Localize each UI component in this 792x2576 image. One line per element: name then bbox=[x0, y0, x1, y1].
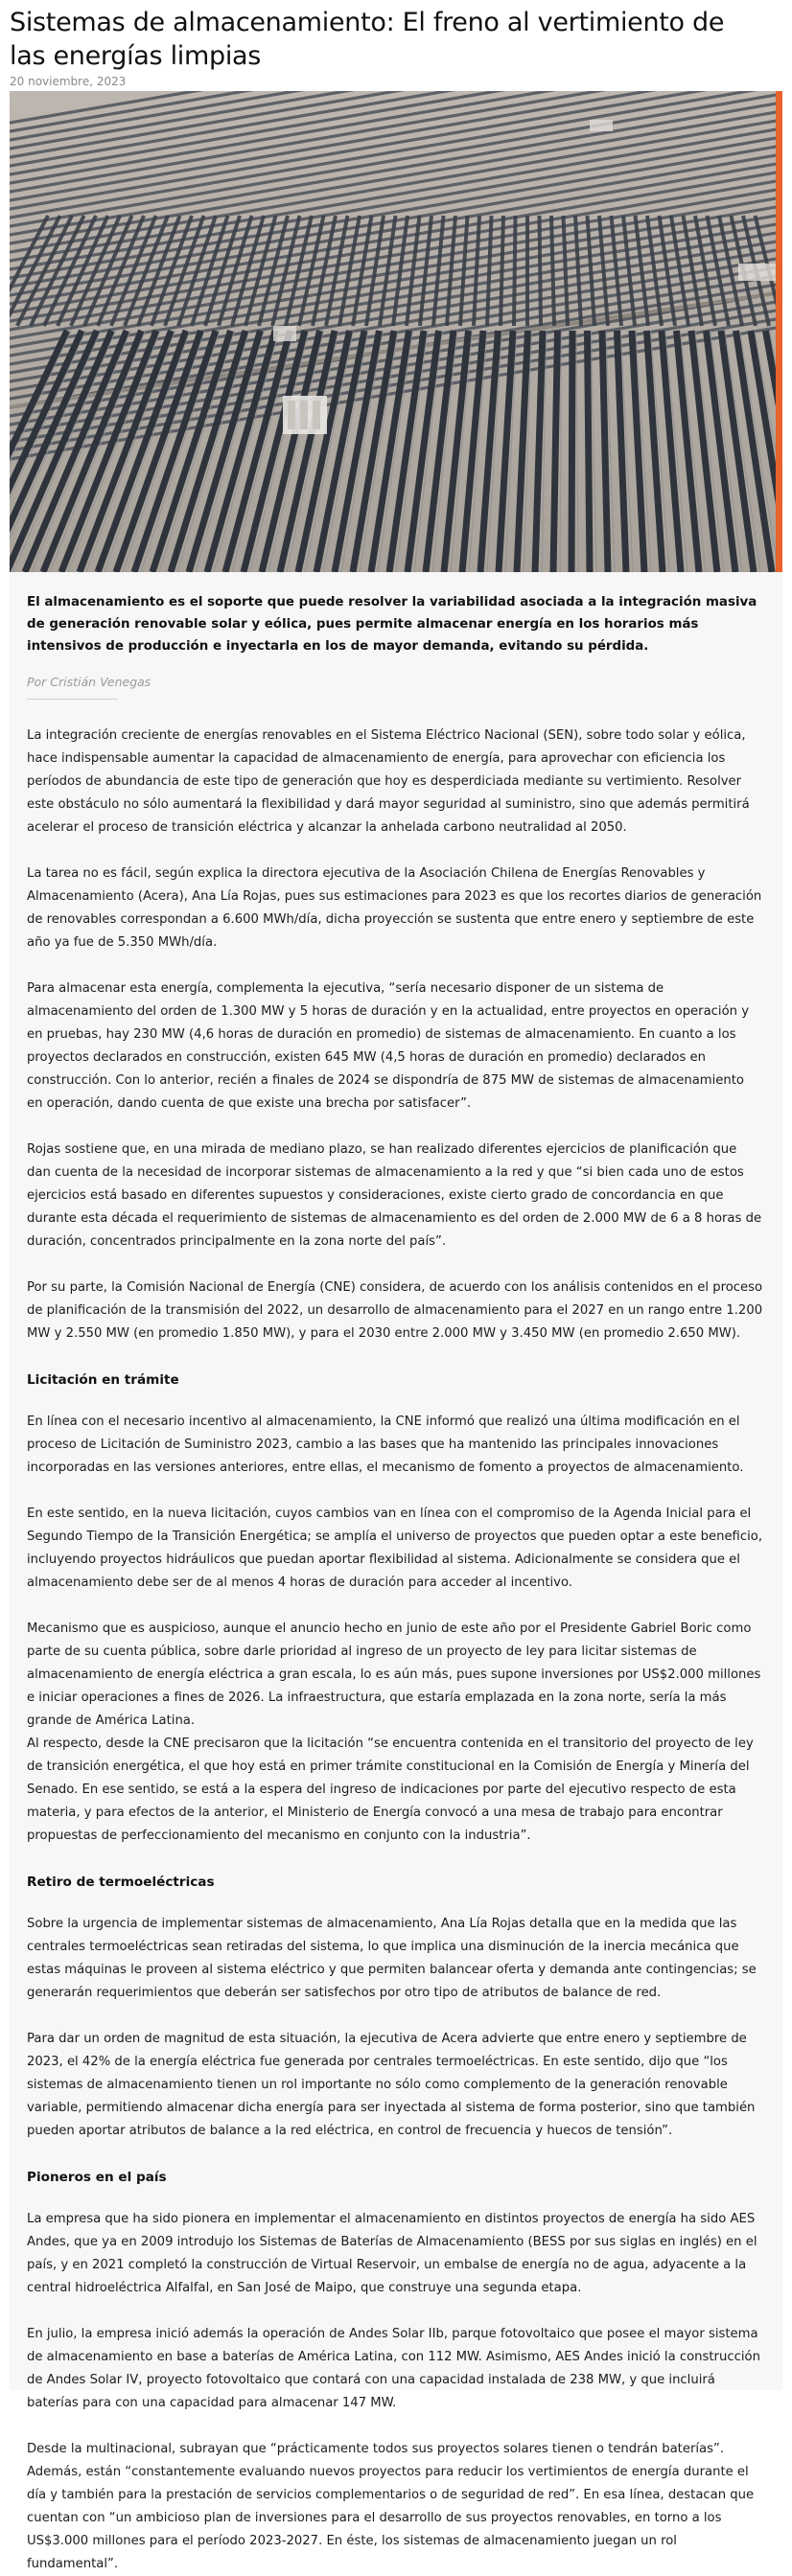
paragraph: Para dar un orden de magnitud de esta situación, la ejecutiva de Acera advierte que entre enero y septiembre de 2023, el 42% de la energía eléctrica fue generada por centrales termoeléctricas. En este sentido, dijo que “los sistemas de almacenamiento tienen un rol importante no sólo como complemento de la generación renovable variable, permitiendo almacenar dicha energía para ser inyectada al sistema de forma posterior, sino que también pueden aportar atributos de balance a la red eléctrica, en control de frecuencia y huecos de tensión”. bbox=[27, 2032, 756, 2138]
section-heading: Retiro de termoeléctricas bbox=[27, 1874, 215, 1890]
paragraph: La tarea no es fácil, según explica la directora ejecutiva de la Asociación Chilena de Energías Renovables y Almacenamiento (Acera), Ana Lía Rojas, pues sus estimaciones para 2023 es que los recortes diarios de generación de renovables correspondan a 6.600 MWh/día, dicha proyección se sustenta que entre enero y septiembre de este año ya fue de 5.350 MWh/día. bbox=[27, 866, 762, 950]
paragraph: Rojas sostiene que, en una mirada de mediano plazo, se han realizado diferentes ejercicios de planificación que dan cuenta de la necesidad de incorporar sistemas de almacenamiento a la red y que “si bien cada uno de estos ejercicios está basado en diferentes supuestos y consideraciones, existe cierto grado de concordancia en que durante esta década el requerimiento de sistemas de almacenamiento es del orden de 2.000 MW de 6 a 8 horas de duración, concentrados principalmente en la zona norte del país”. bbox=[27, 1142, 762, 1249]
paragraph: Mecanismo que es auspicioso, aunque el anuncio hecho en junio de este año por el Presidente Gabriel Boric como parte de su cuenta pública, sobre darle prioridad al ingreso de un proyecto de ley para licitar sistemas de almacenamiento de energía eléctrica a gran escala, lo es aún más, pues supone inversiones por US$2.000 millones e iniciar operaciones a fines de 2026. La infraestructura, que estaría emplazada en la zona norte, sería la más grande de América Latina. bbox=[27, 1622, 761, 1728]
paragraph: Al respecto, desde la CNE precisaron que la licitación “se encuentra contenida en el transitorio del proyecto de ley de transición energética, el que hoy está en primer trámite constitucional en la Comisión de Energía y Minería del Senado. En ese sentido, se está a la espera del ingreso de indicaciones por parte del ejecutivo respecto de esta materia, y para efectos de la anterior, el Ministerio de Energía convocó a una mesa de trabajo para encontrar propuestas de perfeccionamiento del mecanismo en conjunto con la industria”. bbox=[27, 1736, 754, 1843]
section-heading: Licitación en trámite bbox=[27, 1372, 179, 1388]
paragraph: Desde la multinacional, subrayan que “prácticamente todos sus proyectos solares tienen o tendrán baterías”. Además, están “constantemente evaluando nuevos proyectos para reducir los vertimientos de energía durante el día y también para la prestación de servicios complementarios o de seguridad de red”. En esa línea, destacan que cuentan con “un ambicioso plan de inversiones para el desarrollo de sus proyectos renovables, en torno a los US$3.000 millones para el período 2023-2027. En éste, los sistemas de almacenamiento juegan un rol fundamental”. bbox=[27, 2442, 755, 2571]
paragraph: En línea con el necesario incentivo al almacenamiento, la CNE informó que realizó una última modificación en el proceso de Licitación de Suministro 2023, cambio a las bases que ha mantenido las principales innovaciones incorporadas en las versiones anteriores, entre ellas, el mecanismo de fomento a proyectos de almacenamiento. bbox=[27, 1414, 744, 1475]
paragraph: En este sentido, en la nueva licitación, cuyos cambios van en línea con el compromiso de la Agenda Inicial para el Segundo Tiempo de la Transición Energética; se amplía el universo de proyectos que pueden optar a este beneficio, incluyendo proyectos hidráulicos que puedan aportar flexibilidad al sistema. Adicionalmente se considera que el almacenamiento debe ser de al menos 4 horas de duración para acceder al incentivo. bbox=[27, 1506, 763, 1590]
paragraph: La empresa que ha sido pionera en implementar el almacenamiento en distintos proyectos de energía ha sido AES Andes, que ya en 2009 introdujo los Sistemas de Baterías de Almacenamiento (BESS por sus siglas en inglés) en el país, y en 2021 completó la construcción de Virtual Reservoir, un embalse de energía no de agua, adyacente a la central hidroeléctrica Alfalfal, en San José de Maipo, que construye una segunda etapa. bbox=[27, 2212, 757, 2295]
article-title: Sistemas de almacenamiento: El freno al vertimiento de las energías limpias bbox=[10, 8, 725, 71]
article-date: 20 noviembre, 2023 bbox=[10, 75, 127, 88]
article-body bbox=[10, 572, 782, 2571]
paragraph: Para almacenar esta energía, complementa la ejecutiva, “sería necesario disponer de un sistema de almacenamiento del orden de 1.300 MW y 5 horas de duración y en la actualidad, entre proyectos en operación y en pruebas, hay 230 MW (4,6 horas de duración en promedio) de sistemas de almacenamiento. En cuanto a los proyectos declarados en construcción, existen 645 MW (4,5 horas de duración en promedio) declarados en construcción. Con lo anterior, recién a finales de 2024 se dispondría de 875 MW de sistemas de almacenamiento en operación, dando cuenta de que existe una brecha por satisfacer”. bbox=[27, 981, 750, 1111]
paragraph: La integración creciente de energías renovables en el Sistema Eléctrico Nacional (SEN), sobre todo solar y eólica, hace indispensable aumentar la capacidad de almacenamiento de energía, para aprovechar con eficiencia los períodos de abundancia de este tipo de generación que hoy es desperdiciada mediante su vertimiento. Resolver este obstáculo no sólo aumentará la flexibilidad y dará mayor seguridad al suministro, sino que además permitirá acelerar el proceso de transición eléctrica y alcanzar la anhelada carbono neutralidad al 2050. bbox=[27, 728, 750, 835]
paragraph: En julio, la empresa inició además la operación de Andes Solar IIb, parque fotovoltaico que posee el mayor sistema de almacenamiento en base a baterías de América Latina, con 112 MW. Asimismo, AES Andes inició la construcción de Andes Solar IV, proyecto fotovoltaico que contará con una capacidad instalada de 238 MW, y que incluirá baterías para con una capacidad para almacenar 147 MW. bbox=[27, 2327, 760, 2410]
solar-field-illustration bbox=[10, 91, 782, 572]
accent-bar bbox=[776, 91, 782, 572]
paragraph: Sobre la urgencia de implementar sistemas de almacenamiento, Ana Lía Rojas detalla que en la medida que las centrales termoeléctricas sean retiradas del sistema, lo que implica una disminución de la inercia mecánica que estas máquinas le proveen al sistema eléctrico y que permiten balancear oferta y demanda ante contingencias; se generarán requerimientos que deberán ser satisfechos por otro tipo de atributos de balance de red. bbox=[27, 1917, 757, 2000]
article-lead: El almacenamiento es el soporte que puede resolver la variabilidad asociada a la integración masiva de generación renovable solar y eólica, pues permite almacenar energía en los horarios más intensivos de producción e inyectarla en los de mayor demanda, evitando su pérdida. bbox=[27, 595, 757, 654]
article-author: Por Cristián Venegas bbox=[27, 675, 151, 689]
hero-image bbox=[10, 91, 782, 572]
section-heading: Pioneros en el país bbox=[27, 2170, 167, 2185]
paragraph: Por su parte, la Comisión Nacional de Energía (CNE) considera, de acuerdo con los análisis contenidos en el proceso de planificación de la transmisión del 2022, un desarrollo de almacenamiento para el 2027 en un rango entre 1.200 MW y 2.550 MW (en promedio 1.850 MW), y para el 2030 entre 2.000 MW y 3.450 MW (en promedio 2.650 MW). bbox=[27, 1280, 763, 1341]
author-divider bbox=[27, 699, 118, 700]
